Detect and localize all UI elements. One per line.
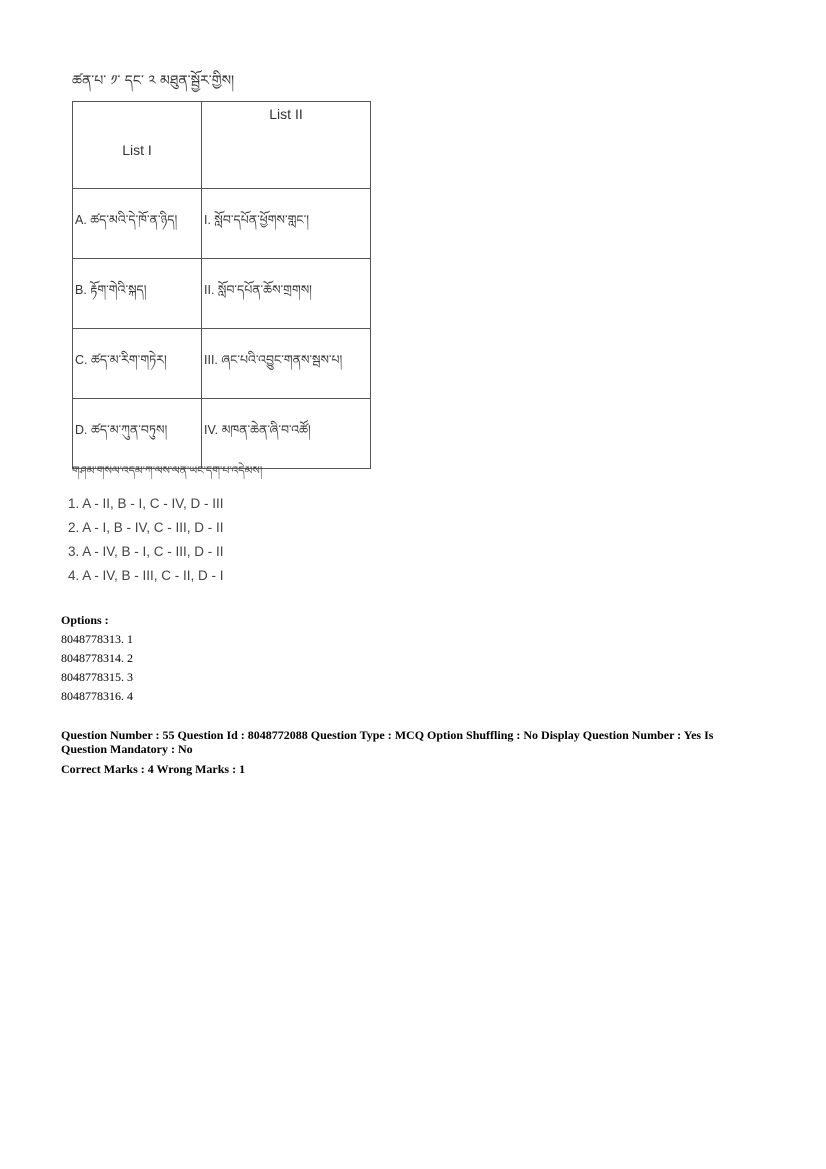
match-table (72, 101, 371, 469)
options-list (61, 630, 133, 706)
table-row (73, 259, 371, 329)
table-row (73, 329, 371, 399)
list-1-header: List I (73, 102, 202, 189)
list-item: 3. A - IV, B - I, C - III, D - II (68, 544, 224, 559)
table-row (73, 189, 371, 259)
option-id: 8048778315. 3 (61, 670, 133, 684)
list-item: 1. A - II, B - I, C - IV, D - III (68, 496, 224, 511)
list-1-item-c: C. ཚད་མ་རིག་གཏེར། (73, 329, 202, 399)
question-heading: ཚན་པ་ ༡་ དང་ ༢ མཐུན་སྦྱོར་གྱིས། (72, 73, 235, 89)
list-2-header: List II (202, 102, 371, 189)
question-info: Question Number : 55 Question Id : 8048772088 Question Type : MCQ Option Shuffling : No Display Question Number : Yes Is Question Mandatory : No (61, 728, 714, 756)
option-id: 8048778314. 2 (61, 651, 133, 665)
list-2-item-ii: II. སློབ་དཔོན་ཆོས་གྲགས། (202, 259, 371, 329)
question-instruction: གཤམ་གསལ་འདམ་ཀ་ལས་ལན་ཡང་དག་པ་འདེམས། (72, 464, 263, 477)
marks-info: Correct Marks : 4 Wrong Marks : 1 (61, 762, 246, 776)
list-1-item-d: D. ཚད་མ་ཀུན་བཏུས། (73, 399, 202, 469)
list-item: 2. A - I, B - IV, C - III, D - II (68, 520, 224, 535)
list-2-item-iv: IV. མཁན་ཆེན་ཞི་བ་འཚོ། (202, 399, 371, 469)
list-1-item-a: A. ཚད་མའི་དེ་ཁོ་ན་ཉིད། (73, 189, 202, 259)
list-2-item-i: I. སློབ་དཔོན་ཕྱོགས་གླང་། (202, 189, 371, 259)
answer-choices (68, 494, 224, 590)
table-header-row (73, 102, 371, 189)
option-id: 8048778313. 1 (61, 632, 133, 646)
option-id: 8048778316. 4 (61, 689, 133, 703)
list-2-item-iii: III. ཞང་པའི་འབྱུང་གནས་སྦས་པ། (202, 329, 371, 399)
list-1-item-b: B. རྟོག་གེའི་སྐད། (73, 259, 202, 329)
list-item: 4. A - IV, B - III, C - II, D - I (68, 568, 224, 583)
options-title: Options : (61, 613, 109, 627)
